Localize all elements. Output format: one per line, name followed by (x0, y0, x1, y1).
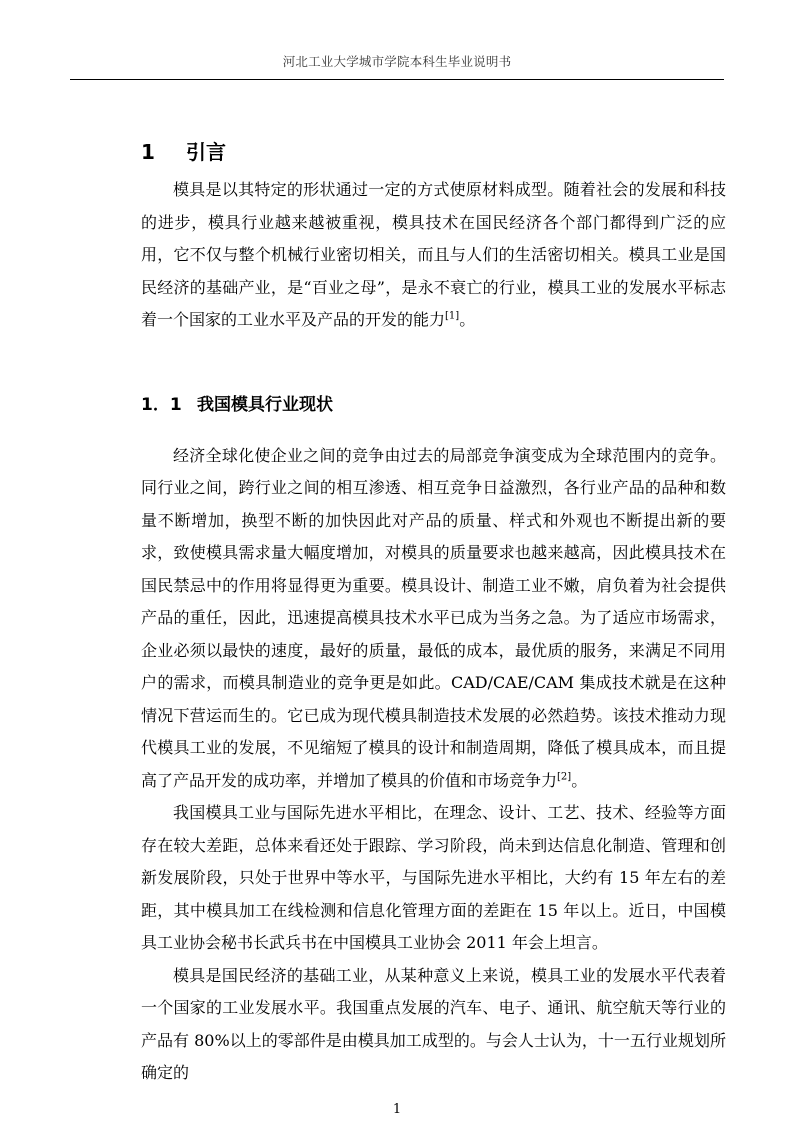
paragraph-gap: 我国模具工业与国际先进水平相比，在理念、设计、工艺、技术、经验等方面存在较大差距，总体来看还处于跟踪、学习阶段，尚未到达信息化制造、管理和创新发展阶段，只处于世界中等水平，与国际先进水平相比，大约有 15 年左右的差距，其中模具加工在线检测和信息化管理方面的差距在 15 年以上。近日，中国模具工业协会秘书长武兵书在中国模具工业协会 2011 年会上坦言。 (141, 803, 726, 952)
citation: [1] (445, 310, 460, 322)
subsection-title: 我国模具行业现状 (197, 395, 333, 415)
paragraph-basic-industry: 模具是国民经济的基础工业，从某种意义上来说，模具工业的发展水平代表着一个国家的工业发展水平。我国重点发展的汽车、电子、通讯、航空航天等行业的产品有 80%以上的零部件是由模具加工成型的。与会人士认为，十一五行业规划所确定的 (141, 965, 726, 1082)
page-content (141, 130, 726, 1090)
paragraph-text: 模具是以其特定的形状通过一定的方式使原材料成型。随着社会的发展和科技的进步，模具行业越来越被重视，模具技术在国民经济各个部门都得到广泛的应用，它不仅与整个机械行业密切相关，而且与人们的生活密切相关。模具工业是国民经济的基础产业，是“百业之母”，是永不衰亡的行业，模具工业的发展水平标志着一个国家的工业水平及产品的开发的能力 (141, 180, 726, 329)
paragraph-end: 。 (459, 310, 476, 329)
section-heading-1 (141, 130, 726, 174)
citation: [2] (557, 771, 572, 783)
spacer (141, 425, 726, 440)
paragraph-text: 经济全球化使企业之间的竞争由过去的局部竞争演变成为全球范围内的竞争。同行业之间，跨行业之间的相互渗透、相互竞争日益激烈，各行业产品的品种和数量不断增加，换型不断的加快因此对产品的质量、样式和外观也不断提出新的要求，致使模具需求量大幅度增加，对模具的质量要求也越来越高，因此模具技术在国民禁忌中的作用将显得更为重要。模具设计、制造工业不嫩，肩负着为社会提供产品的重任，因此，迅速提高模具技术水平已成为当务之急。为了适应市场需求，企业必须以最快的速度，最好的质量，最低的成本，最优质的服务，来满足不同用户的需求，而模具制造业的竞争更是如此。CAD/CAE/CAM 集成技术就是在这种情况下营运而生的。它已成为现代模具制造技术发展的必然趋势。该技术推动力现代模具工业的发展，不见缩短了模具的设计和制造周期，降低了模具成本，而且提高了产品开发的成功率，并增加了模具的价值和市场竞争力 (141, 445, 726, 790)
paragraph-status (141, 440, 726, 798)
paragraph-intro (141, 174, 726, 337)
section-number: 1 (141, 140, 155, 164)
header-rule (70, 79, 724, 80)
page-number: 1 (392, 1102, 402, 1117)
section-title: 引言 (186, 140, 226, 164)
subsection-number: 1．1 (141, 395, 182, 415)
paragraph-end: 。 (571, 770, 588, 790)
page-header: 河北工业大学城市学院本科生毕业说明书 (282, 54, 512, 69)
section-heading-1-1 (141, 381, 726, 425)
spacer (141, 337, 726, 381)
